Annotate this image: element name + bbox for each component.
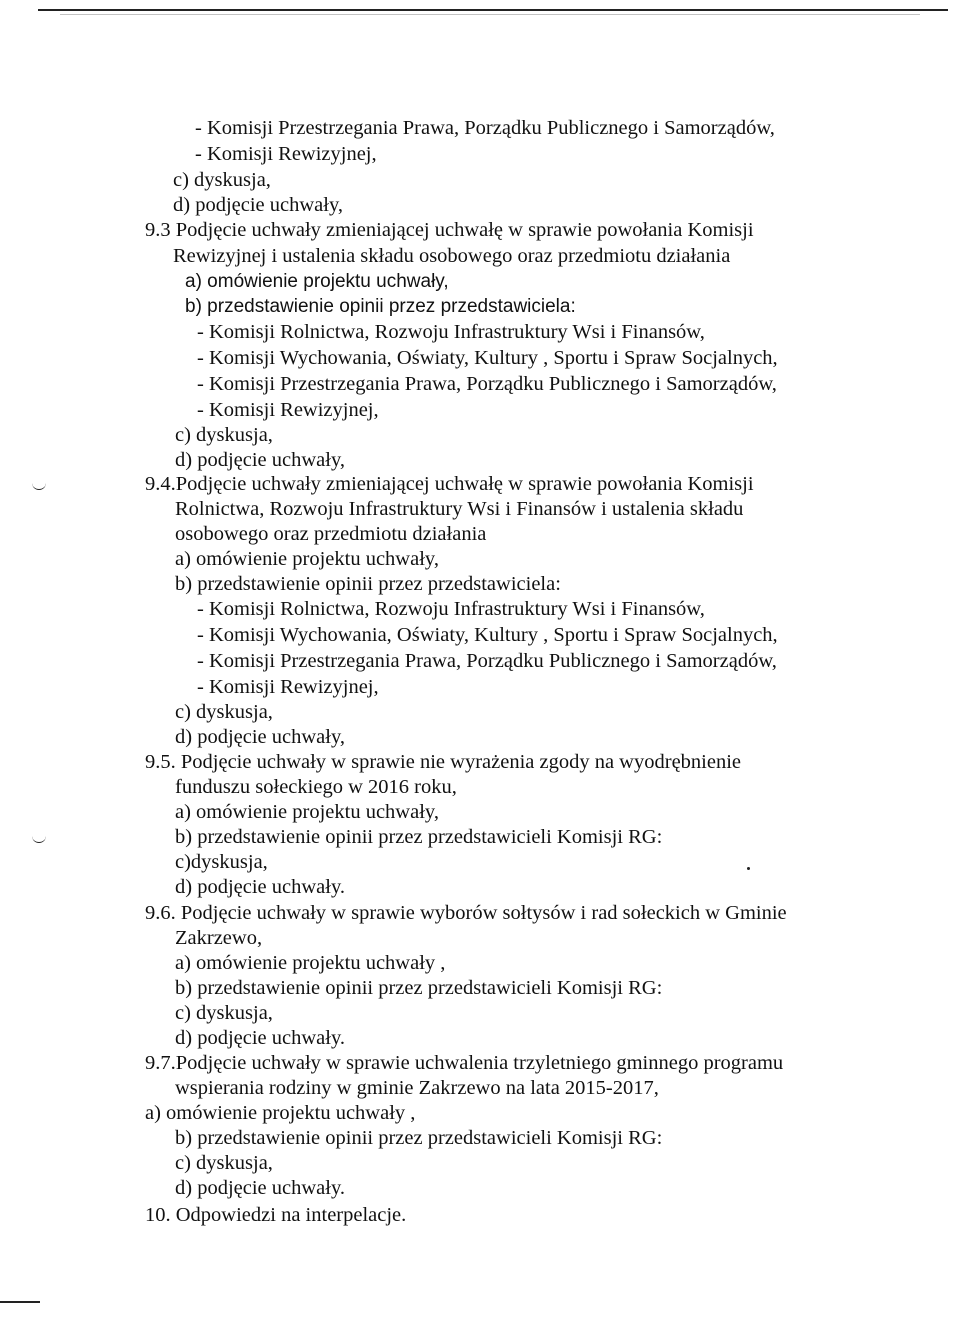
text-line: c) dyskusja, [175,701,273,723]
text-line: - Komisji Rolnictwa, Rozwoju Infrastruktury Wsi i Finansów, [197,321,705,343]
text-line: 9.6. Podjęcie uchwały w sprawie wyborów sołtysów i rad sołeckich w Gminie [145,902,787,924]
text-line: a) omówienie projektu uchwały , [145,1102,416,1124]
text-line: a) omówienie projektu uchwały, [185,271,449,292]
text-line: c) dyskusja, [173,169,271,191]
top-rule [38,9,948,11]
text-line: 10. Odpowiedzi na interpelacje. [145,1204,407,1226]
text-line: d) podjęcie uchwały, [175,449,346,471]
text-line: wspierania rodziny w gminie Zakrzewo na lata 2015-2017, [175,1077,659,1099]
text-line: - Komisji Rewizyjnej, [197,676,379,698]
text-line: d) podjęcie uchwały, [175,726,346,748]
text-line: Zakrzewo, [175,927,263,949]
margin-tick-mark [32,482,46,490]
top-rule-faint [60,14,920,15]
text-line: Rolnictwa, Rozwoju Infrastruktury Wsi i Finansów i ustalenia składu [175,498,744,520]
text-line: 9.3 Podjęcie uchwały zmieniającej uchwałę w sprawie powołania Komisji [145,219,754,241]
text-line: d) podjęcie uchwały. [175,876,346,898]
text-line: c)dyskusja, [175,851,268,873]
text-line: - Komisji Rewizyjnej, [195,143,377,165]
text-line: a) omówienie projektu uchwały , [175,952,446,974]
text-line: b) przedstawienie opinii przez przedstawiciela: [175,573,561,595]
bottom-rule [0,1301,40,1303]
text-line: 9.4.Podjęcie uchwały zmieniającej uchwałę w sprawie powołania Komisji [145,473,754,495]
text-line: funduszu sołeckiego w 2016 roku, [175,776,457,798]
text-line: osobowego oraz przedmiotu działania [175,523,487,545]
text-line: a) omówienie projektu uchwały, [175,801,439,823]
text-line: b) przedstawienie opinii przez przedstawiciela: [185,296,576,317]
text-line: b) przedstawienie opinii przez przedstawicieli Komisji RG: [175,1127,663,1149]
text-line: b) przedstawienie opinii przez przedstawicieli Komisji RG: [175,826,663,848]
text-line: d) podjęcie uchwały. [175,1177,346,1199]
text-line: 9.7.Podjęcie uchwały w sprawie uchwalenia trzyletniego gminnego programu [145,1052,784,1074]
text-line: - Komisji Rewizyjnej, [197,399,379,421]
text-line: - Komisji Wychowania, Oświaty, Kultury , Sportu i Spraw Socjalnych, [197,347,778,369]
text-line: c) dyskusja, [175,1152,273,1174]
text-line: b) przedstawienie opinii przez przedstawicieli Komisji RG: [175,977,663,999]
text-line: 9.5. Podjęcie uchwały w sprawie nie wyrażenia zgody na wyodrębnienie [145,751,742,773]
text-line: Rewizyjnej i ustalenia składu osobowego oraz przedmiotu działania [173,245,731,267]
margin-tick-mark [32,835,46,843]
text-line: - Komisji Wychowania, Oświaty, Kultury , Sportu i Spraw Socjalnych, [197,624,778,646]
text-line: a) omówienie projektu uchwały, [175,548,439,570]
text-line: c) dyskusja, [175,1002,273,1024]
text-line: - Komisji Przestrzegania Prawa, Porządku Publicznego i Samorządów, [197,650,777,672]
stray-dot [747,867,750,870]
text-line: - Komisji Rolnictwa, Rozwoju Infrastruktury Wsi i Finansów, [197,598,705,620]
text-line: d) podjęcie uchwały, [173,194,344,216]
text-line: d) podjęcie uchwały. [175,1027,346,1049]
text-line: - Komisji Przestrzegania Prawa, Porządku Publicznego i Samorządów, [197,373,777,395]
text-line: - Komisji Przestrzegania Prawa, Porządku Publicznego i Samorządów, [195,117,775,139]
text-line: c) dyskusja, [175,424,273,446]
